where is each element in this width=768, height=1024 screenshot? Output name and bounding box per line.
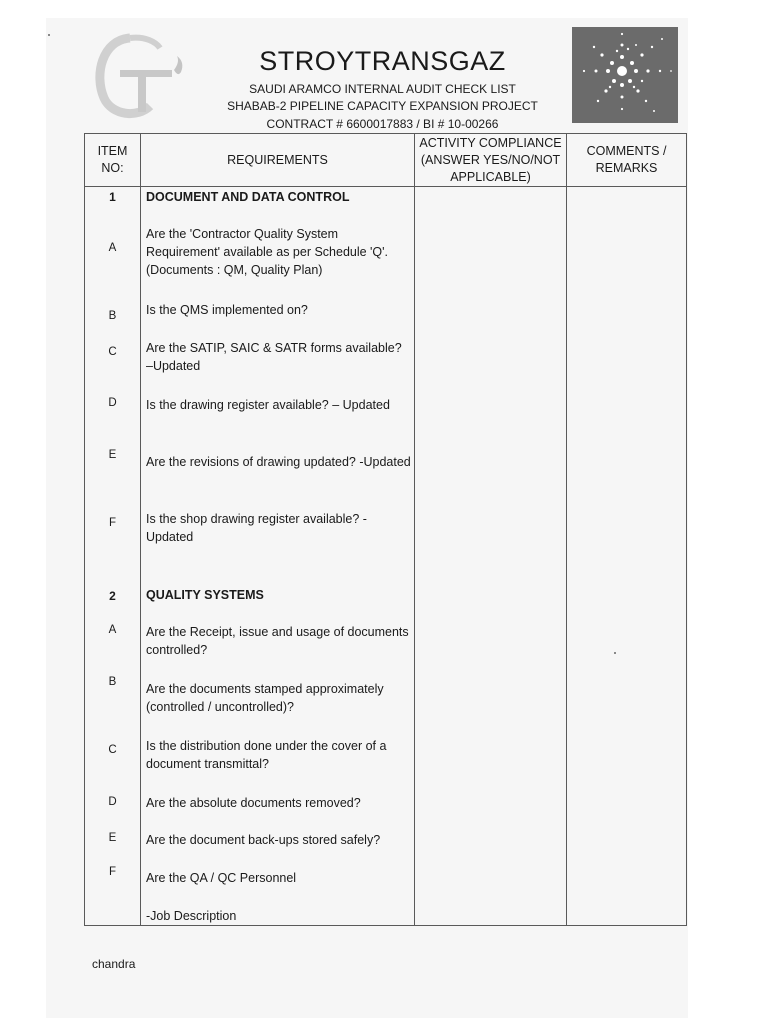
- requirement-text: Are the QA / QC Personnel: [146, 871, 297, 885]
- item-column: [85, 187, 141, 926]
- item-letter: E: [108, 449, 117, 461]
- company-name: STROYTRANSGAZ: [259, 46, 506, 76]
- header-requirements: REQUIREMENTS: [141, 134, 415, 187]
- compliance-answer-cell[interactable]: [415, 187, 567, 926]
- stroytransgaz-logo: [90, 30, 200, 120]
- item-number: 1: [109, 190, 116, 204]
- requirement-text: Is the shop drawing register available? -Updated: [146, 512, 367, 544]
- requirement-text: -Job Description: [146, 909, 237, 923]
- header-comments-remarks: COMMENTS / REMARKS: [567, 134, 687, 187]
- table-body-row: [85, 187, 687, 926]
- contract-number: CONTRACT # 6600017883 / BI # 10-00266: [266, 117, 499, 131]
- section-heading: DOCUMENT AND DATA CONTROL: [146, 190, 350, 204]
- item-number: 2: [109, 589, 116, 603]
- table-header-row: [85, 134, 687, 187]
- checklist-title: SAUDI ARAMCO INTERNAL AUDIT CHECK LIST: [249, 82, 516, 96]
- item-letter: C: [108, 744, 117, 756]
- requirement-text: Are the Receipt, issue and usage of documents controlled?: [146, 625, 409, 657]
- item-letter: C: [108, 346, 117, 358]
- item-letter: B: [108, 310, 117, 322]
- item-letter: D: [108, 397, 117, 409]
- header-activity-compliance: ACTIVITY COMPLIANCE (ANSWER YES/NO/NOT APPLICABLE): [415, 134, 567, 187]
- requirement-text: Is the distribution done under the cover of a document transmittal?: [146, 739, 387, 771]
- footer-name: chandra: [92, 957, 136, 971]
- audit-checklist-table: [84, 133, 687, 926]
- requirement-text: Is the drawing register available? – Updated: [146, 398, 390, 412]
- item-letter: B: [108, 676, 117, 688]
- requirement-text: Are the document back-ups stored safely?: [146, 833, 381, 847]
- project-title: SHABAB-2 PIPELINE CAPACITY EXPANSION PROJECT: [227, 99, 538, 113]
- item-letter: A: [108, 624, 117, 636]
- item-letter: E: [108, 832, 117, 844]
- item-letter: F: [108, 517, 117, 529]
- requirement-text: Is the QMS implemented on?: [146, 303, 308, 317]
- requirement-text: Are the revisions of drawing updated? -Updated: [146, 455, 411, 469]
- scan-speck: [614, 652, 616, 654]
- requirement-text: Are the documents stamped approximately (controlled / uncontrolled)?: [146, 682, 384, 714]
- requirement-text: Are the SATIP, SAIC & SATR forms available? –Updated: [146, 341, 402, 373]
- item-letter: F: [108, 866, 117, 878]
- requirement-text: Are the 'Contractor Quality System Requirement' available as per Schedule 'Q'. (Documents : QM, Quality Plan): [146, 227, 389, 277]
- item-letter: D: [108, 796, 117, 808]
- scan-speck: [48, 34, 50, 36]
- requirement-text: Are the absolute documents removed?: [146, 796, 361, 810]
- header-item-no: ITEM NO:: [85, 134, 141, 187]
- saudi-aramco-logo: [572, 27, 678, 123]
- requirements-column: [141, 187, 415, 926]
- comments-remarks-cell[interactable]: [567, 187, 687, 926]
- item-letter: A: [108, 242, 117, 254]
- section-heading: QUALITY SYSTEMS: [146, 588, 264, 602]
